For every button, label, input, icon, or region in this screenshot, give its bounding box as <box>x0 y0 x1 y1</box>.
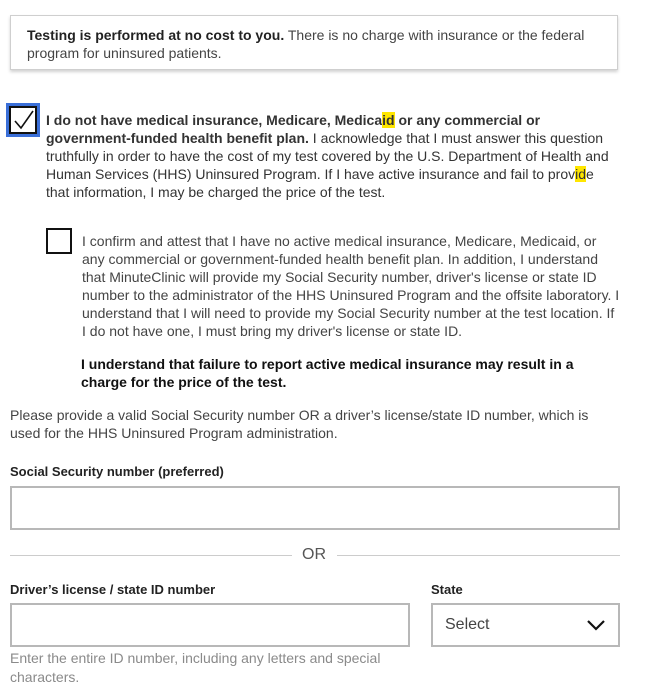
ssn-input[interactable] <box>10 486 620 530</box>
id-instructions: Please provide a valid Social Security number OR a driver’s license/state ID number, which is used for the HHS Uninsured Program administration. <box>10 407 589 441</box>
no-insurance-bold-highlight: id <box>382 112 395 128</box>
state-select-value: Select <box>445 616 490 633</box>
no-insurance-text-b: e that information, I may be charged the price of the test. <box>46 166 594 200</box>
license-hint: Enter the entire ID number, including any letters and special characters. <box>10 650 381 685</box>
chevron-down-icon <box>586 619 606 631</box>
cost-notice-text: There is no charge with insurance or the federal program for uninsured patients. <box>27 27 585 61</box>
ssn-label: Social Security number (preferred) <box>10 464 224 479</box>
attest-warning: I understand that failure to report active medical insurance may result in a charge for the price of the test. <box>81 356 574 390</box>
license-input[interactable] <box>10 603 410 647</box>
license-label: Driver’s license / state ID number <box>10 582 216 597</box>
checkmark-icon <box>13 109 35 131</box>
no-insurance-statement <box>46 111 618 201</box>
no-insurance-text-a: I acknowledge that I must answer this question truthfully in order to have the cost of my test covered by the U.S. Department of Health and Human Services (HHS) Uninsured Program. If I have active insurance and fail to prov <box>46 130 609 182</box>
cost-notice-bold: Testing is performed at no cost to you. <box>27 27 285 43</box>
state-select[interactable] <box>431 603 620 647</box>
no-insurance-text-highlight: id <box>575 166 587 182</box>
no-insurance-checkbox[interactable] <box>9 106 37 134</box>
no-insurance-bold-b: or any commercial or government-funded health benefit plan. <box>46 112 541 146</box>
attest-statement: I confirm and attest that I have no active medical insurance, Medicare, Medicaid, or any commercial or government-funded health benefit plan. In addition, I understand that MinuteClinic will provide my Social Security number, driver's license or state ID number to the administrator of the HHS Uninsured Program and the offsite laboratory. I understand that I will need to provide my Social Security number at the test location. If I do not have one, I must bring my driver's license or state ID. <box>82 233 620 339</box>
state-label: State <box>431 582 463 597</box>
or-text: OR <box>302 546 326 563</box>
attest-checkbox[interactable] <box>46 228 72 254</box>
no-insurance-bold-a: I do not have medical insurance, Medicare, Medica <box>46 112 383 128</box>
cost-notice <box>10 15 618 70</box>
or-divider-left <box>10 555 292 556</box>
or-divider-right <box>337 555 620 556</box>
